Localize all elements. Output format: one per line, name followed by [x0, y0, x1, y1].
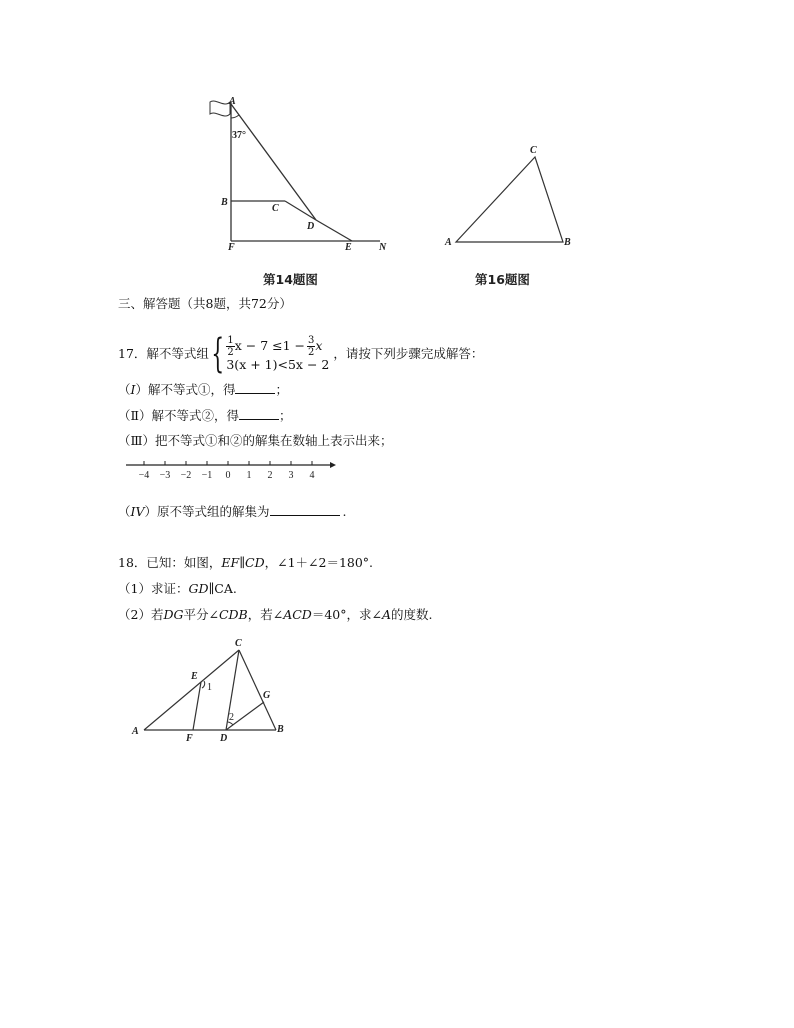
angle-label: 37° [232, 130, 246, 141]
step4-end: . [342, 504, 347, 519]
q17-step4 [118, 503, 346, 520]
step1-end: ； [275, 382, 288, 397]
label-a: A [229, 96, 236, 107]
axis-tick-label: −3 [159, 470, 171, 481]
angle-arc [231, 115, 239, 118]
step1-text: ）解不等式①，得 [135, 382, 236, 397]
triangle-abc [456, 157, 563, 242]
q18-mid1: 平分∠ [183, 607, 219, 622]
angle-1-arc [202, 681, 205, 688]
axis-tick-label: −1 [201, 470, 213, 481]
q18-cd: CD [245, 555, 265, 570]
q17-step3: （Ⅲ）把不等式①和②的解集在数轴上表示出来； [118, 433, 393, 448]
segment-ac [144, 650, 239, 730]
figure-14 [200, 92, 400, 262]
step4-answer-blank[interactable] [270, 503, 340, 516]
axis-tick-label: 0 [225, 470, 231, 481]
label-b: B [564, 237, 571, 248]
q18-line1 [118, 555, 373, 571]
axis-tick-label: 1 [246, 470, 252, 481]
q18-part2-end: 的度数. [391, 607, 433, 622]
q18-acd: ACD [283, 607, 312, 622]
q18-line3 [118, 607, 433, 623]
label-f: F [186, 733, 193, 744]
system-body [226, 335, 329, 373]
q17-suffix: ，请按下列步骤完成解答： [333, 346, 484, 361]
label-a: A [445, 237, 452, 248]
q18-line2 [118, 581, 237, 597]
fraction-1: $\frac{1}{2}$ [227, 334, 234, 358]
angle-2-label: 2 [229, 712, 234, 723]
figure-18 [128, 634, 298, 744]
axis-tick-label: −4 [138, 470, 150, 481]
step4-roman: IV [130, 504, 145, 519]
q17-prefix: 17．解不等式组 [118, 346, 209, 361]
axis-tick-label: 3 [288, 470, 294, 481]
q18-parallel-1: ∥ [239, 555, 245, 570]
q18-parallel-2: ∥ [208, 581, 215, 596]
q17-stem [118, 331, 484, 377]
step4-open: （ [118, 504, 131, 519]
q18-ef: EF [221, 555, 240, 570]
label-b: B [221, 197, 228, 208]
q18-ca: CA [214, 581, 233, 596]
section-title: 三、解答题（共8题，共72分） [118, 296, 292, 311]
label-c: C [530, 145, 537, 156]
inequality-2: 3(x + 1)<5x − 2 [226, 357, 330, 372]
label-e: E [345, 242, 352, 253]
figure-16-caption: 第16题图 [475, 272, 530, 287]
q18-prefix: 18．已知：如图， [118, 555, 222, 570]
q17-step2 [118, 407, 292, 424]
label-n: N [379, 242, 387, 253]
q18-dg: DG [163, 607, 184, 622]
label-d: D [220, 733, 228, 744]
flag-shape [210, 101, 230, 116]
label-d: D [307, 221, 315, 232]
segment-ef [193, 682, 201, 730]
step1-open: （ [118, 382, 131, 397]
q18-cdb: CDB [218, 607, 248, 622]
axis-tick-label: 2 [267, 470, 273, 481]
label-c: C [235, 638, 242, 649]
label-c: C [272, 203, 279, 214]
q18-mid3: ＝40°，求∠ [311, 607, 382, 622]
segment-bc [239, 650, 276, 730]
step1-answer-blank[interactable] [235, 381, 275, 394]
label-e: E [191, 671, 198, 682]
q17-step1 [118, 381, 288, 398]
q18-part1-prefix: （1）求证： [118, 581, 189, 596]
fraction-2: $\frac{3}{2}$ [308, 334, 315, 358]
step2-end: ； [279, 408, 292, 423]
q18-gd: GD [188, 581, 209, 596]
q18-part1-end: . [232, 581, 237, 596]
label-a: A [132, 726, 139, 737]
system-brace: { [211, 331, 224, 377]
axis-tick-label: 4 [309, 470, 315, 481]
figure-16 [440, 140, 580, 255]
ineq1-end: x [315, 338, 323, 353]
step1-roman: I [130, 382, 136, 397]
ineq1-mid: x − 7 ≤1 − [234, 338, 306, 353]
inequality-1 [226, 335, 329, 357]
step4-text: ）原不等式组的解集为 [144, 504, 270, 519]
q18-mid2: ，若∠ [247, 607, 284, 622]
axis-arrow [330, 462, 336, 468]
number-line[interactable] [122, 456, 342, 482]
segment-de [316, 220, 352, 241]
label-b: B [277, 724, 284, 735]
segment-cd [285, 201, 316, 220]
figure-14-caption: 第14题图 [263, 272, 318, 287]
angle-1-label: 1 [207, 682, 212, 693]
label-f: F [228, 242, 235, 253]
q18-part2-prefix: （2）若 [118, 607, 164, 622]
axis-tick-label: −2 [180, 470, 192, 481]
label-g: G [263, 690, 271, 701]
q18-rest: ，∠1＋∠2＝180°. [264, 555, 374, 570]
step2-text: （Ⅱ）解不等式②，得 [118, 408, 239, 423]
step2-answer-blank[interactable] [239, 407, 279, 420]
q18-a: A [381, 607, 392, 622]
